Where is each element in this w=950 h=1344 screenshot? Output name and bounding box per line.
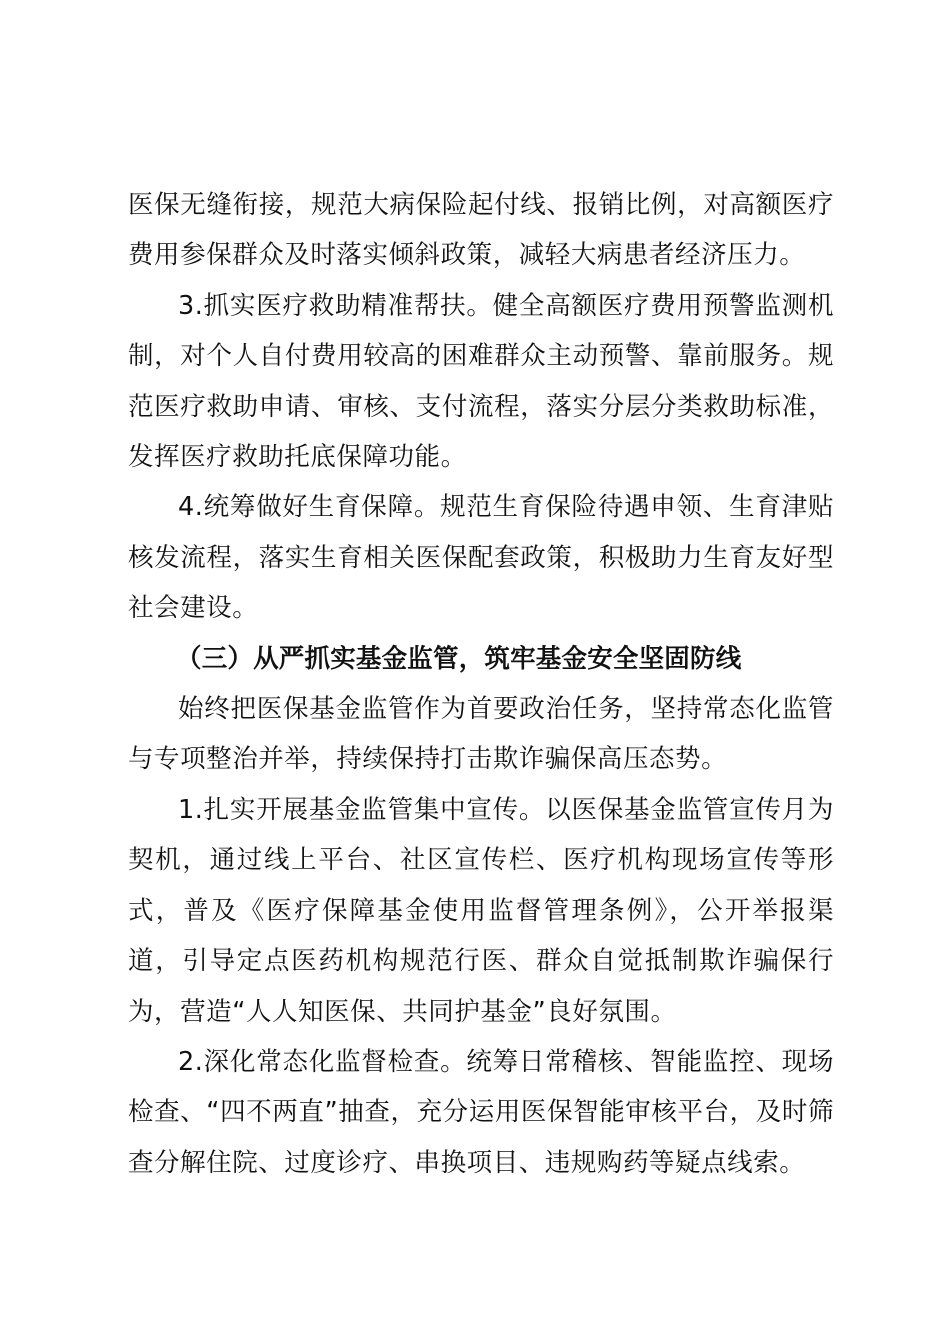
paragraph-medical-assistance: 3.抓实医疗救助精准帮扶。健全高额医疗费用预警监测机制，对个人自付费用较高的困难群众主动预警、靠前服务。规范医疗救助申请、审核、支付流程，落实分层分类救助标准，发挥医疗救助托底保障功能。 [128,290,834,473]
paragraph-fund-supervision-intro: 始终把医保基金监管作为首要政治任务，坚持常态化监管与专项整治并举，持续保持打击欺诈骗保高压态势。 [128,694,834,775]
paragraph-publicity: 1.扎实开展基金监管集中宣传。以医保基金监管宣传月为契机，通过线上平台、社区宣传栏、医疗机构现场宣传等形式，普及《医疗保障基金使用监督管理条例》，公开举报渠道，引导定点医药机构规范行医、群众自觉抵制欺诈骗保行为，营造“人人知医保、共同护基金”良好氛围。 [128,794,834,1027]
document-page [128,180,834,1188]
paragraph-inspection: 2.深化常态化监督检查。统筹日常稽核、智能监控、现场检查、“四不两直”抽查，充分运用医保智能审核平台，及时筛查分解住院、过度诊疗、串换项目、违规购药等疑点线索。 [128,1046,834,1178]
section-heading-fund-supervision: （三）从严抓实基金监管，筑牢基金安全坚固防线 [176,643,742,674]
paragraph-continuation: 医保无缝衔接，规范大病保险起付线、报销比例，对高额医疗费用参保群众及时落实倾斜政策，减轻大病患者经济压力。 [128,190,834,271]
paragraph-maternity-insurance: 4.统筹做好生育保障。规范生育保险待遇申领、生育津贴核发流程，落实生育相关医保配套政策，积极助力生育友好型社会建设。 [128,492,834,624]
